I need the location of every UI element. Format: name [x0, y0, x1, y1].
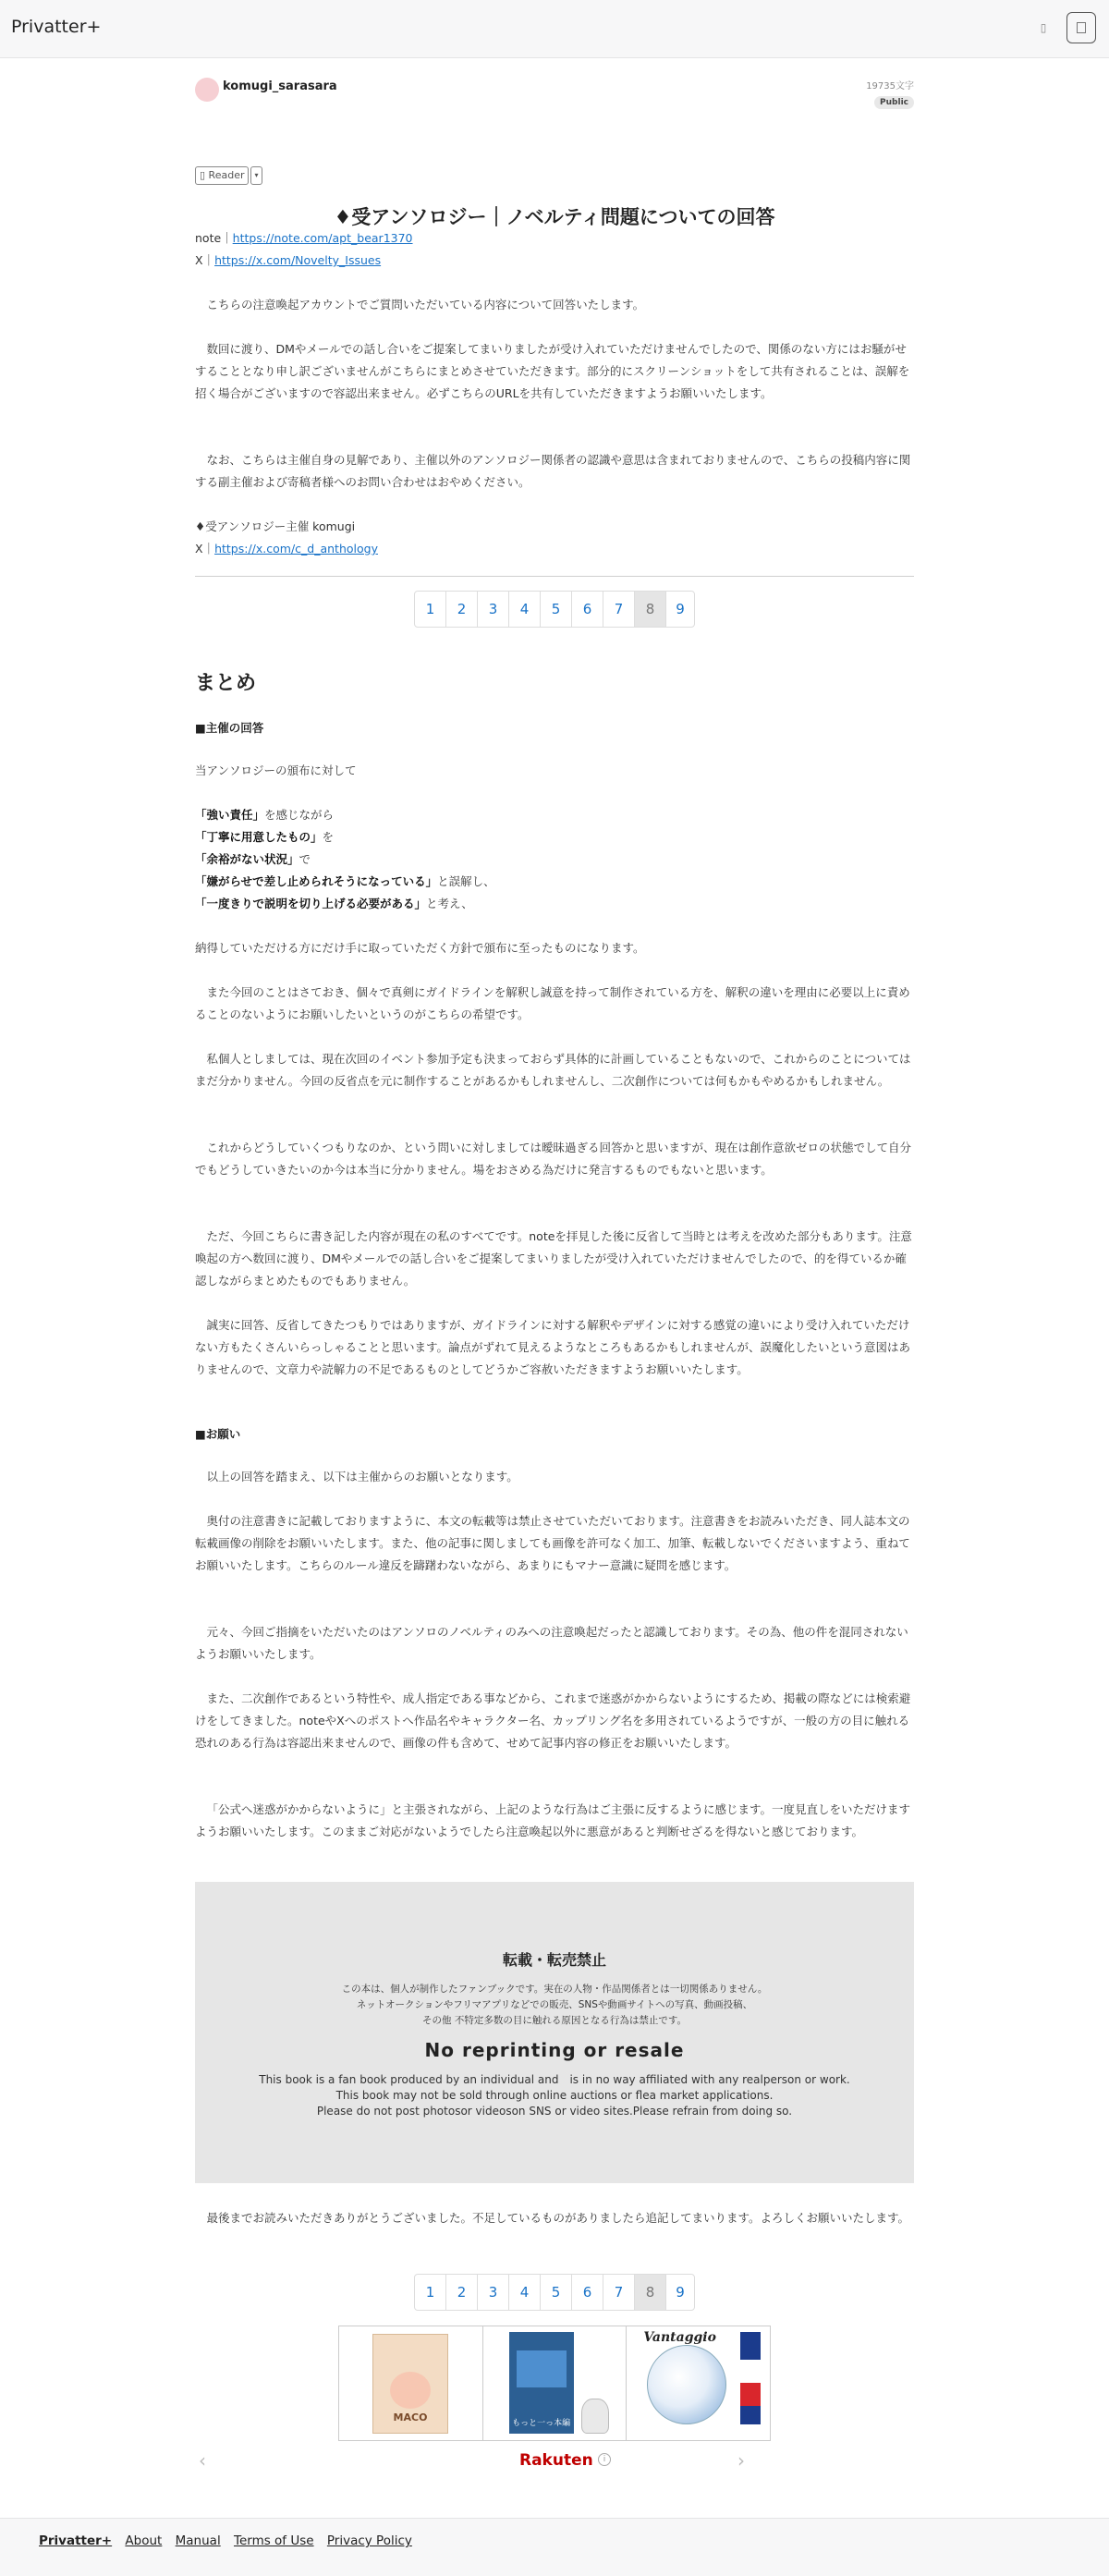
ad-book-text: もっと一っ本編	[512, 2419, 571, 2428]
visibility-badge: Public	[874, 96, 914, 109]
footer-privacy-link[interactable]: Privacy Policy	[326, 2533, 412, 2548]
ad-book-image	[509, 2332, 574, 2434]
note-link[interactable]: https://note.com/apt_bear1370	[232, 231, 413, 245]
paragraph: 「公式へ迷惑がかからないように」と主張されながら、上記のような行為はご主張に反するように感じます。一度見直しをいただけますようお願いいたします。このままご対応がないようでしたら注意喚起以外に悪意があると判断せざるを得ないと感じております。	[195, 1802, 911, 1838]
page-link[interactable]: 4	[509, 592, 541, 627]
emphasis-tail: を感じながら	[264, 808, 335, 822]
notice-line: This book is a fan book produced by an individual and is in no way affiliated with any realperson or work.	[259, 2073, 850, 2086]
page-link[interactable]: 5	[541, 2275, 572, 2310]
paragraph: また今回のことはさておき、個々で真剣にガイドラインを解釈し誠意を持って制作されている方を、解釈の違いを理由に必要以上に責めることのないようにお願いしたいというのがこちらの希望です。	[195, 985, 910, 1021]
ad-book-image	[372, 2334, 448, 2434]
footer-links	[39, 2533, 421, 2548]
section-heading: ■お願い	[195, 1427, 241, 1441]
emphasis: 「強い責任」	[195, 808, 265, 822]
page-link[interactable]: 3	[478, 592, 509, 627]
summary-heading: まとめ	[195, 672, 257, 695]
notice-line: ネットオークションやフリマアプリなどでの販売、SNSや動画サイトへの写真、動画投稿、	[356, 1999, 753, 2010]
paragraph: 以上の回答を踏まえ、以下は主催からのお願いとなります。	[206, 1470, 518, 1483]
page-link[interactable]: 4	[509, 2275, 541, 2310]
ad-item[interactable]	[627, 2326, 770, 2440]
x-link-line	[195, 250, 914, 272]
closing-paragraph: 最後までお読みいただきありがとうございました。不足しているものがありましたら追記してまいります。よろしくお願いいたします。	[206, 2211, 910, 2225]
emphasis-tail: と誤解し、	[437, 874, 495, 888]
notice-title-jp: 転載・転売禁止	[502, 1951, 606, 1969]
notice-line: その他 不特定多数の目に触れる原因となる行為は禁止です。	[422, 2015, 687, 2026]
ad-banner[interactable]	[338, 2326, 771, 2441]
top-header	[0, 0, 1109, 58]
info-icon[interactable]: i	[598, 2453, 611, 2466]
footer	[0, 2518, 1109, 2576]
ad-item[interactable]	[483, 2326, 628, 2440]
ad-next-arrow-icon[interactable]: ›	[737, 2449, 745, 2472]
footer-terms-link[interactable]: Terms of Use	[234, 2533, 314, 2548]
footer-manual-link[interactable]: Manual	[175, 2533, 221, 2548]
reader-dropdown-button[interactable]: ▾	[250, 166, 262, 185]
emphasis-line	[195, 893, 914, 915]
notice-line: Please do not post photosor videoson SNS or video sites.Please refrain from doing so.	[316, 2105, 793, 2118]
paragraph: 当アンソロジーの頒布に対して	[195, 763, 357, 777]
emphasis-line	[195, 871, 914, 893]
page-link[interactable]: 7	[603, 2275, 635, 2310]
paragraph: 数回に渡り、DMやメールでの話し合いをご提案してまいりましたが受け入れていただけませんでしたので、関係のない方にはお騒がせすることとなり申し訳ございませんがこちらにまとめさせていただきます。部分的にスクリーンショットをして共有されることは、誤解を招く場合がございますので容認出来ません。必ずこちらのURLを共有していただきますようお願いいたします。	[195, 342, 910, 400]
page-link[interactable]: 9	[676, 601, 685, 617]
product-badge	[740, 2332, 761, 2424]
post-title: ♦受アンソロジー｜ノベルティ問題についての回答	[334, 206, 775, 228]
paragraph: 私個人としましては、現在次回のイベント参加予定も決まっておらず具体的に計画していることもないので、これからのことについてはまだ分かりません。今回の反省点を元に制作することがあるかもしれませんし、二次創作については何もかもやめるかもしれません。	[195, 1052, 911, 1088]
paragraph: 誠実に回答、反省してきたつもりではありますが、ガイドラインに対する解釈やデザインに対する感覚の違いにより受け入れていただけない方もたくさんいらっしゃることと思います。論点がずれて見えるようなところもあるかもしれませんが、誤魔化したいという意図はありませんので、文章力や読解力の不足であるものとしてどうかご容赦いただきますようお願いいたします。	[195, 1318, 911, 1376]
page-icon	[1077, 22, 1086, 33]
paragraph: 奥付の注意書きに記載しておりますように、本文の転載等は禁止させていただいております。注意書きをお読みいただき、同人誌本文の転載画像の削除をお願いいたします。また、他の記事に関しましても画像を許可なく加工、加筆、転載しないでくださいますよう、重ねてお願いいたします。こちらのルール違反を躊躇わないながら、あまりにもマナー意識に疑問を感じます。	[195, 1514, 910, 1572]
page-link[interactable]: 1	[415, 2275, 446, 2310]
x-label: X｜	[195, 253, 215, 267]
emphasis-tail: と考え、	[426, 897, 473, 910]
page-link[interactable]: 7	[603, 592, 635, 627]
page-link[interactable]: 9	[676, 2284, 685, 2301]
page-link[interactable]: 5	[541, 592, 572, 627]
footer-brand-link[interactable]: Privatter+	[39, 2533, 113, 2548]
page-link[interactable]: 2	[446, 2275, 478, 2310]
note-link-line	[195, 227, 914, 250]
paragraph: 納得していただける方にだけ手に取っていただく方針で頒布に至ったものになります。	[195, 941, 645, 955]
page-menu-button[interactable]	[1066, 12, 1096, 43]
x-link[interactable]: https://x.com/Novelty_Issues	[214, 253, 382, 267]
char-count: 19735文字	[866, 81, 914, 92]
paragraph: これからどうしていくつもりなのか、という問いに対しましては曖昧過ぎる回答かと思いますが、現在は創作意欲ゼロの状態でして自分でもどうしていきたいのか今は本当に分かりません。場をおさめる為だけに発言するものでもないと思います。	[195, 1141, 912, 1177]
mascot-figure	[581, 2399, 609, 2434]
divider	[195, 576, 914, 577]
page-link[interactable]: 2	[446, 592, 478, 627]
ad-book-title: MACO	[393, 2411, 428, 2423]
paragraph: また、二次創作であるという特性や、成人指定である事などから、これまで迷惑がかからないようにするため、掲載の際などには検索避けをしてきました。noteやXへのポストへ作品名やキャラクター名、カップリング名を多用されているようですが、一般の方の目に触れる恐れのある行為は容認出来ませんので、画像の件も含めて、せめて記事内容の修正をお願いいたします。	[195, 1691, 911, 1750]
notice-body-jp	[195, 1982, 914, 2029]
avatar[interactable]	[195, 78, 219, 102]
rakuten-logo[interactable]: Rakuten	[519, 2451, 593, 2470]
signature-x-line	[195, 538, 914, 560]
book-illustration	[390, 2372, 431, 2409]
notice-image	[195, 1882, 914, 2183]
signature-x-label: X｜	[195, 542, 215, 555]
paragraph: 元々、今回ご指摘をいただいたのはアンソロのノベルティのみへの注意喚起だったと認識しております。その為、他の件を混同されないようお願いいたします。	[195, 1625, 908, 1661]
pagination-top	[414, 591, 695, 628]
emphasis: 「余裕がない状況」	[195, 852, 299, 866]
page-link[interactable]: 6	[572, 2275, 603, 2310]
bookmark-icon[interactable]: ▯	[1040, 21, 1047, 34]
paragraph: ただ、今回こちらに書き記した内容が現在の私のすべてです。noteを拝見した後に反省して当時とは考えを改めた部分もあります。注意喚起の方へ数回に渡り、DMやメールでの話し合いをご提案してまいりましたが受け入れていただけませんでしたので、的を得ているか確認しながらまとめたものでもありません。	[195, 1229, 912, 1288]
brand-logo[interactable]: Privatter+	[11, 17, 102, 37]
author-name[interactable]: komugi_sarasara	[223, 79, 337, 93]
emphasis-tail: で	[299, 852, 311, 866]
notice-title-en: No reprinting or resale	[424, 2039, 685, 2061]
pagination-bottom	[414, 2274, 695, 2311]
emphasis-tail: を	[322, 830, 335, 844]
section-heading: ■主催の回答	[195, 721, 264, 735]
reader-mode-control[interactable]	[195, 166, 262, 185]
signature-x-link[interactable]: https://x.com/c_d_anthology	[214, 542, 378, 555]
page-link-current[interactable]: 8	[635, 592, 666, 627]
footer-about-link[interactable]: About	[125, 2533, 163, 2548]
signature-name: ♦受アンソロジー主催 komugi	[195, 519, 356, 533]
ad-item[interactable]	[339, 2326, 483, 2440]
paragraph: なお、こちらは主催自身の見解であり、主催以外のアンソロジー関係者の認識や意思は含まれておりませんので、こちらの投稿内容に関する副主催および寄稿者様へのお問い合わせはおやめください。	[195, 453, 911, 489]
emphasis-line	[195, 848, 914, 871]
emphasis-line	[195, 826, 914, 848]
emphasis: 「一度きりで説明を切り上げる必要がある」	[195, 897, 427, 910]
ad-brand: Vantaggio	[643, 2330, 716, 2345]
emphasis: 「丁寧に用意したもの」	[195, 830, 323, 844]
emphasis-line	[195, 804, 914, 826]
book-cover-art	[517, 2350, 567, 2387]
page-link[interactable]: 3	[478, 2275, 509, 2310]
notice-line: This book may not be sold through online auctions or flea market applications.	[335, 2089, 774, 2102]
soccer-ball-image	[647, 2345, 726, 2424]
note-label: note｜	[195, 231, 233, 245]
notice-body-en	[195, 2072, 914, 2119]
page-link-current[interactable]: 8	[635, 2275, 666, 2310]
emphasis: 「嫌がらせで差し止められそうになっている」	[195, 874, 438, 888]
ad-prev-arrow-icon[interactable]: ‹	[199, 2449, 206, 2472]
page-link[interactable]: 1	[415, 592, 446, 627]
notice-line: この本は、個人が制作したファンブックです。実在の人物・作品関係者とは一切関係ありません。	[341, 1984, 768, 1995]
page-link[interactable]: 6	[572, 592, 603, 627]
paragraph: こちらの注意喚起アカウントでご質問いただいている内容について回答いたします。	[206, 298, 645, 311]
reader-button[interactable]: ▯ Reader	[195, 166, 249, 185]
